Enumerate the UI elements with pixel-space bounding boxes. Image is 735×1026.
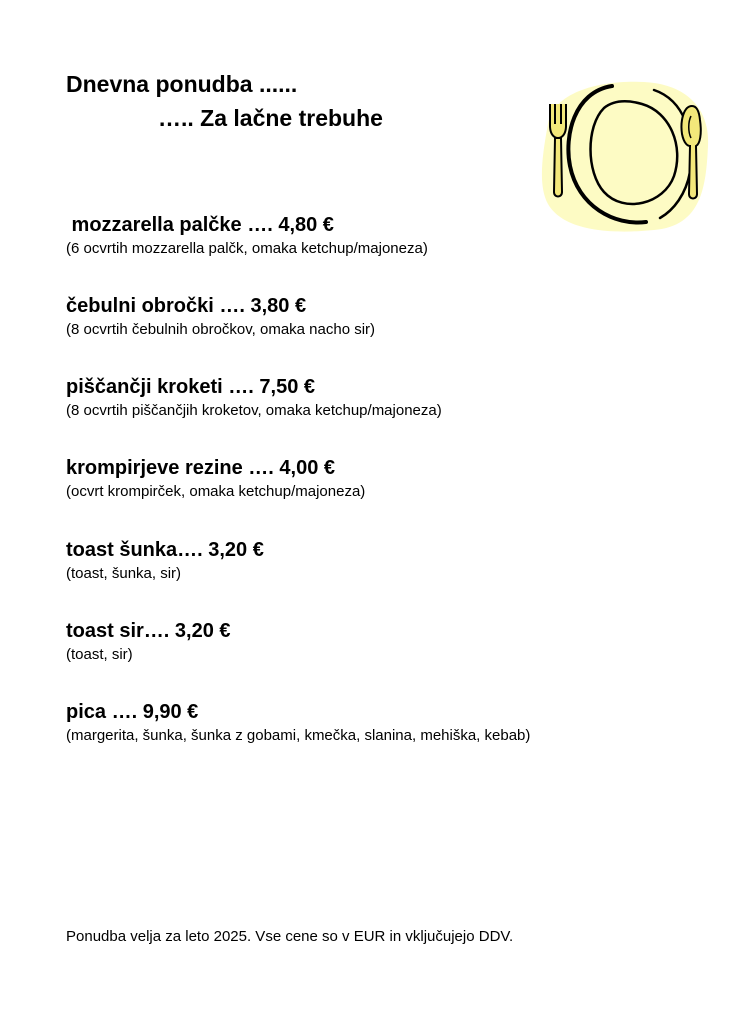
footer-note: Ponudba velja za leto 2025. Vse cene so v EUR in vključujejo DDV. xyxy=(66,928,514,945)
menu-item-name: toast šunka…. 3,20 € xyxy=(66,539,264,561)
menu-item-name: mozzarella palčke …. 4,80 € xyxy=(66,214,334,236)
menu-item xyxy=(66,213,686,258)
menu-item-description: (margerita, šunka, šunka z gobami, kmečka, slanina, mehiška, kebab) xyxy=(66,727,531,744)
plate-fork-knife-icon xyxy=(534,76,712,234)
page-subtitle: ….. Za lačne trebuhe xyxy=(158,105,383,131)
menu-item-name: krompirjeve rezine …. 4,00 € xyxy=(66,457,336,479)
menu-item-description: (6 ocvrtih mozzarella palčk, omaka ketchup/majoneza) xyxy=(66,240,428,257)
page-title: Dnevna ponudba ...... xyxy=(66,71,298,97)
menu-item-description: (toast, šunka, sir) xyxy=(66,565,182,582)
menu-item xyxy=(66,294,686,339)
menu-item xyxy=(66,375,686,420)
menu-item-description: (ocvrt krompirček, omaka ketchup/majoneza) xyxy=(66,483,366,500)
menu-item-name: čebulni obročki …. 3,80 € xyxy=(66,295,307,317)
menu-item-description: (toast, sir) xyxy=(66,646,133,663)
menu-item-name: toast sir…. 3,20 € xyxy=(66,620,231,642)
menu-item-description: (8 ocvrtih čebulnih obročkov, omaka nacho sir) xyxy=(66,321,376,338)
menu-item xyxy=(66,700,686,745)
menu-item xyxy=(66,619,686,664)
menu-item-name: piščančji kroketi …. 7,50 € xyxy=(66,376,316,398)
menu-item xyxy=(66,538,686,583)
menu-item-name: pica …. 9,90 € xyxy=(66,701,199,723)
menu-item-description: (8 ocvrtih piščančjih kroketov, omaka ketchup/majoneza) xyxy=(66,402,442,419)
menu-item xyxy=(66,456,686,501)
